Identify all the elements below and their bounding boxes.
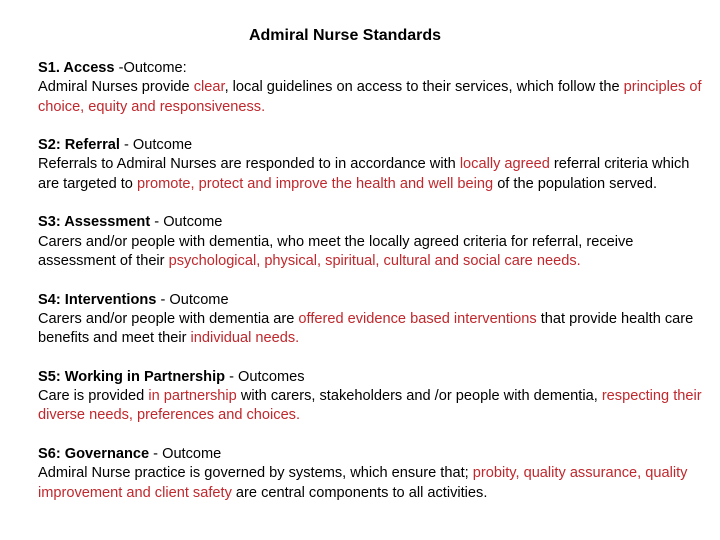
standard-outcome-label: - Outcome [156,291,229,308]
standard-description [38,387,708,426]
standard-outcome-label: - Outcome [149,445,222,462]
standard-heading [38,213,708,232]
standard-section [38,59,708,117]
description-text: Care is provided [38,388,149,405]
standard-description [38,464,708,503]
standard-section [38,213,708,271]
highlighted-text: offered evidence based interventions [298,310,537,327]
standard-heading [38,136,708,155]
highlighted-text: locally agreed [459,156,550,173]
standard-code: S1. Access [38,60,115,76]
standard-section [38,368,708,426]
standard-description [38,78,708,117]
standard-heading [38,291,708,310]
standard-heading [38,368,708,387]
highlighted-text: respecting their diverse needs, preferences and choices. [38,388,702,424]
standard-outcome-label: - Outcome [119,137,193,154]
highlighted-text: clear [193,79,225,96]
standard-section [38,445,708,503]
description-text: of the population served. [493,175,658,192]
standard-code: S5: Working in Partnership [38,368,226,385]
standard-heading [38,445,708,464]
standard-description [38,155,708,194]
standards-list [38,59,708,522]
description-text: Carers and/or people with dementia, who meet the locally agreed criteria for referral, receive assessment of their [38,233,634,269]
highlighted-text: principles of choice, equity and responsiveness. [38,79,702,115]
description-text: , local guidelines on access to their services, which follow the [224,79,624,96]
description-text: referral criteria which are targeted to [38,156,690,192]
highlighted-text: individual needs. [190,330,300,347]
standard-code: S6: Governance [38,445,150,462]
standard-outcome-label: - Outcomes [225,368,305,385]
highlighted-text: probity, quality assurance, quality improvement and client safety [38,465,688,501]
description-text: Admiral Nurse practice is governed by systems, which ensure that; [38,465,473,482]
description-text: Admiral Nurses provide [38,79,194,96]
standard-outcome-label: - Outcome [150,214,223,231]
standard-outcome-label: -Outcome: [114,60,187,76]
standard-code: S4: Interventions [38,291,157,308]
description-text: Referrals to Admiral Nurses are responded to in accordance with [38,156,460,173]
standard-section [38,136,708,194]
standard-description [38,310,708,349]
description-text: are central components to all activities. [231,484,488,501]
description-text: with carers, stakeholders and /or people with dementia, [236,388,602,405]
description-text: Carers and/or people with dementia are [38,310,299,327]
standard-code: S2: Referral [38,137,120,154]
highlighted-text: promote, protect and improve the health and well being [136,175,494,192]
standard-code: S3: Assessment [38,214,151,231]
page-title: Admiral Nurse Standards [248,27,442,44]
highlighted-text: psychological, physical, spiritual, cultural and social care needs. [168,252,581,269]
description-text: that provide health care benefits and meet their [38,310,694,347]
standard-heading [38,59,708,78]
highlighted-text: in partnership [148,388,237,405]
standard-section [38,291,708,349]
standard-description [38,233,708,272]
